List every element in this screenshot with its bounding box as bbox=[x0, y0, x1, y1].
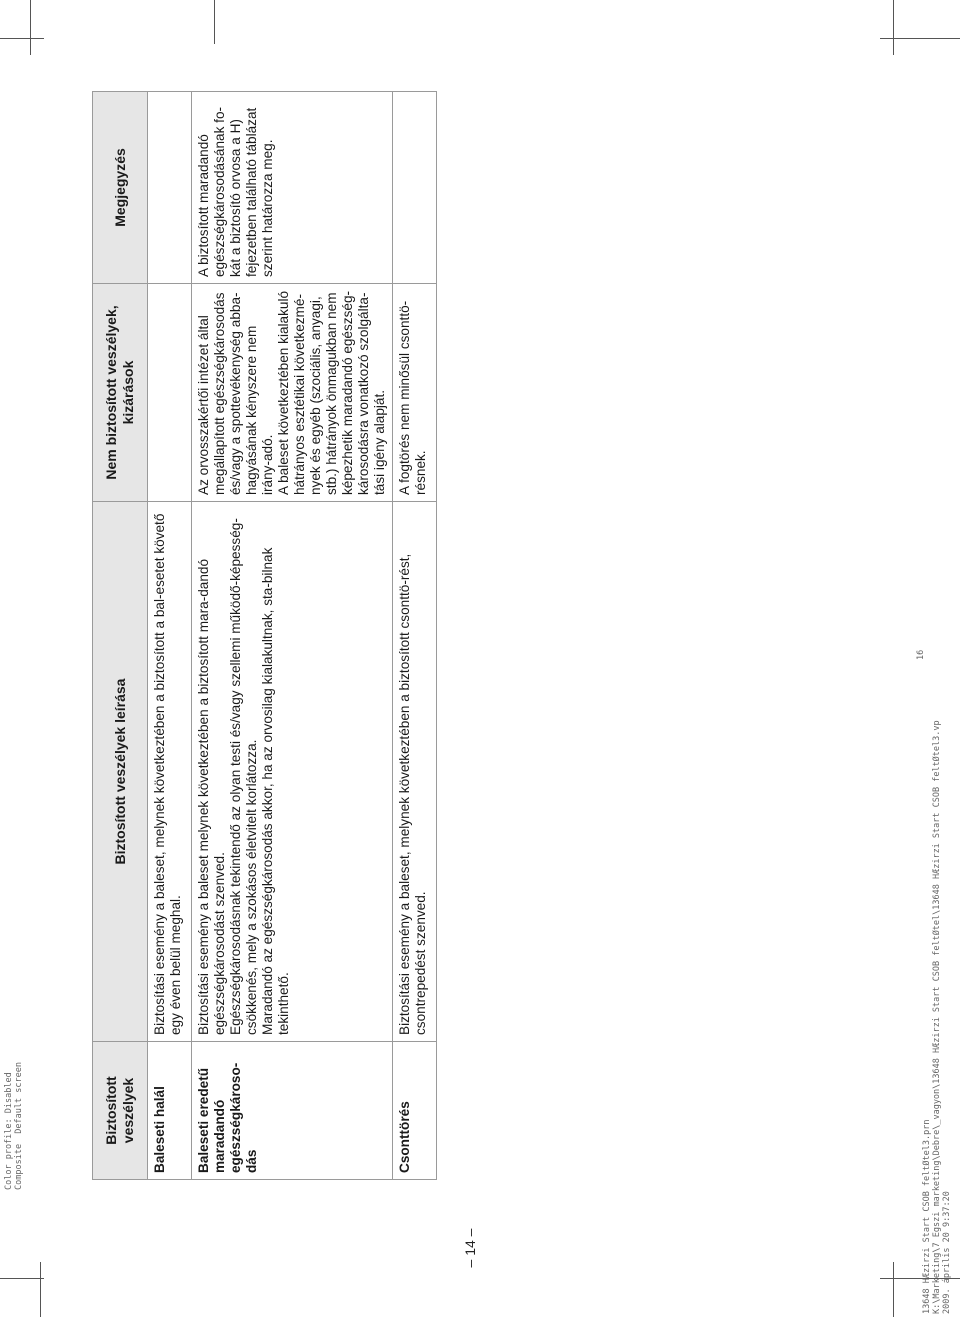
exclusions-cell bbox=[148, 284, 192, 502]
description-cell bbox=[148, 502, 192, 1042]
crop-mark bbox=[40, 1262, 41, 1317]
description-paragraph: Biztosítási esemény a baleset, melynek következtében a biztosított a bal-esetet követő egy éven belül meghal. bbox=[152, 513, 183, 1035]
risk-table bbox=[92, 91, 437, 1180]
description-paragraph: Biztosítási esemény a baleset melynek következtében a biztosított mara-dandó egészségkárosodást szenved. bbox=[196, 558, 227, 1035]
crop-mark bbox=[893, 0, 894, 55]
crop-mark bbox=[214, 0, 215, 44]
table-row bbox=[393, 92, 437, 1180]
header-notes: Megjegyzés bbox=[93, 92, 148, 284]
description-paragraph: Maradandó az egészségkárosodás akkor, ha az orvosilag kialakultnak, sta-bilnak tekinthető. bbox=[260, 547, 291, 1035]
header-risk-description: Biztosított veszélyek leírása bbox=[93, 502, 148, 1042]
sheet-number bbox=[916, 650, 926, 660]
crop-mark bbox=[0, 38, 44, 39]
description-paragraph: Egészségkárosodásnak tekintendő az olyan testi és/vagy szellemi működő-képesség-csökkenés, mely a szokásos életvitelt korlátozza. bbox=[228, 518, 259, 1035]
exclusion-paragraph: A fogtörés nem minősül csonttö-résnek. bbox=[397, 300, 428, 495]
meta-line: Composite Default screen bbox=[14, 1062, 24, 1190]
meta-line: 13648 HÆzirzi Start CSOB feltØtel3.prn bbox=[922, 1119, 932, 1314]
table-row bbox=[192, 92, 393, 1180]
table-header-row bbox=[93, 92, 148, 1180]
crop-mark bbox=[30, 0, 31, 55]
description-cell bbox=[393, 502, 437, 1042]
crop-mark bbox=[880, 38, 960, 39]
sheet-number-text: 16 bbox=[916, 649, 926, 660]
page-number: – 14 – bbox=[462, 1228, 478, 1268]
crop-mark bbox=[0, 1278, 44, 1279]
event-name: Csonttörés bbox=[393, 1042, 437, 1180]
description-cell bbox=[192, 502, 393, 1042]
risk-table-container bbox=[92, 92, 430, 1180]
note-paragraph: A biztosított maradandó egészségkárosodásának fo-kát a biztosító orvosa a H) fejezetben található táblázat szerint határozza meg. bbox=[196, 106, 275, 277]
exclusion-paragraph: Az orvosszakértői intézet által megállapított egészségkárosodás és/vagy a spottevékenység abba-hagyásának kényszere nem irány-adó. bbox=[196, 292, 275, 495]
crop-mark bbox=[893, 1262, 894, 1317]
event-name: Baleseti eredetű maradandó egészségkároso-dás bbox=[192, 1042, 393, 1180]
table-row bbox=[148, 92, 192, 1180]
notes-cell bbox=[148, 92, 192, 284]
meta-line: Color profile: Disabled bbox=[4, 1072, 14, 1190]
notes-cell bbox=[192, 92, 393, 284]
event-name: Baleseti halál bbox=[148, 1042, 192, 1180]
notes-cell bbox=[393, 92, 437, 284]
exclusion-paragraph: A baleset következtében kialakuló hátrányos esztétikai következmé-nyek és egyéb (szociális, anyagi, stb.) hátrányok önmagukban nem képezhetik maradandó egészség-károsodásra vonatkozó szolgálta-tási igény alapját. bbox=[276, 290, 387, 495]
print-metadata-bottom bbox=[922, 720, 952, 1314]
description-paragraph: Biztosítási esemény a baleset, melynek következtében a biztosított csonttö-rést, csontrepedést szenved. bbox=[397, 553, 428, 1035]
header-insured-risks: Biztosított veszélyek bbox=[93, 1042, 148, 1180]
exclusions-cell bbox=[393, 284, 437, 502]
meta-line: K:\Marketing\7 Egszi marketing\Debre\_vagyon\13648 HÆzirzi Start CSOB feltØtel\13648 HÆzirzi Start CSOB feltØtel3.vp bbox=[932, 720, 942, 1314]
exclusions-cell bbox=[192, 284, 393, 502]
print-metadata-left bbox=[4, 1062, 24, 1190]
header-exclusions: Nem biztosított veszélyek, kizárások bbox=[93, 284, 148, 502]
meta-line: 2009. április 20 9:37:20 bbox=[942, 1191, 952, 1314]
